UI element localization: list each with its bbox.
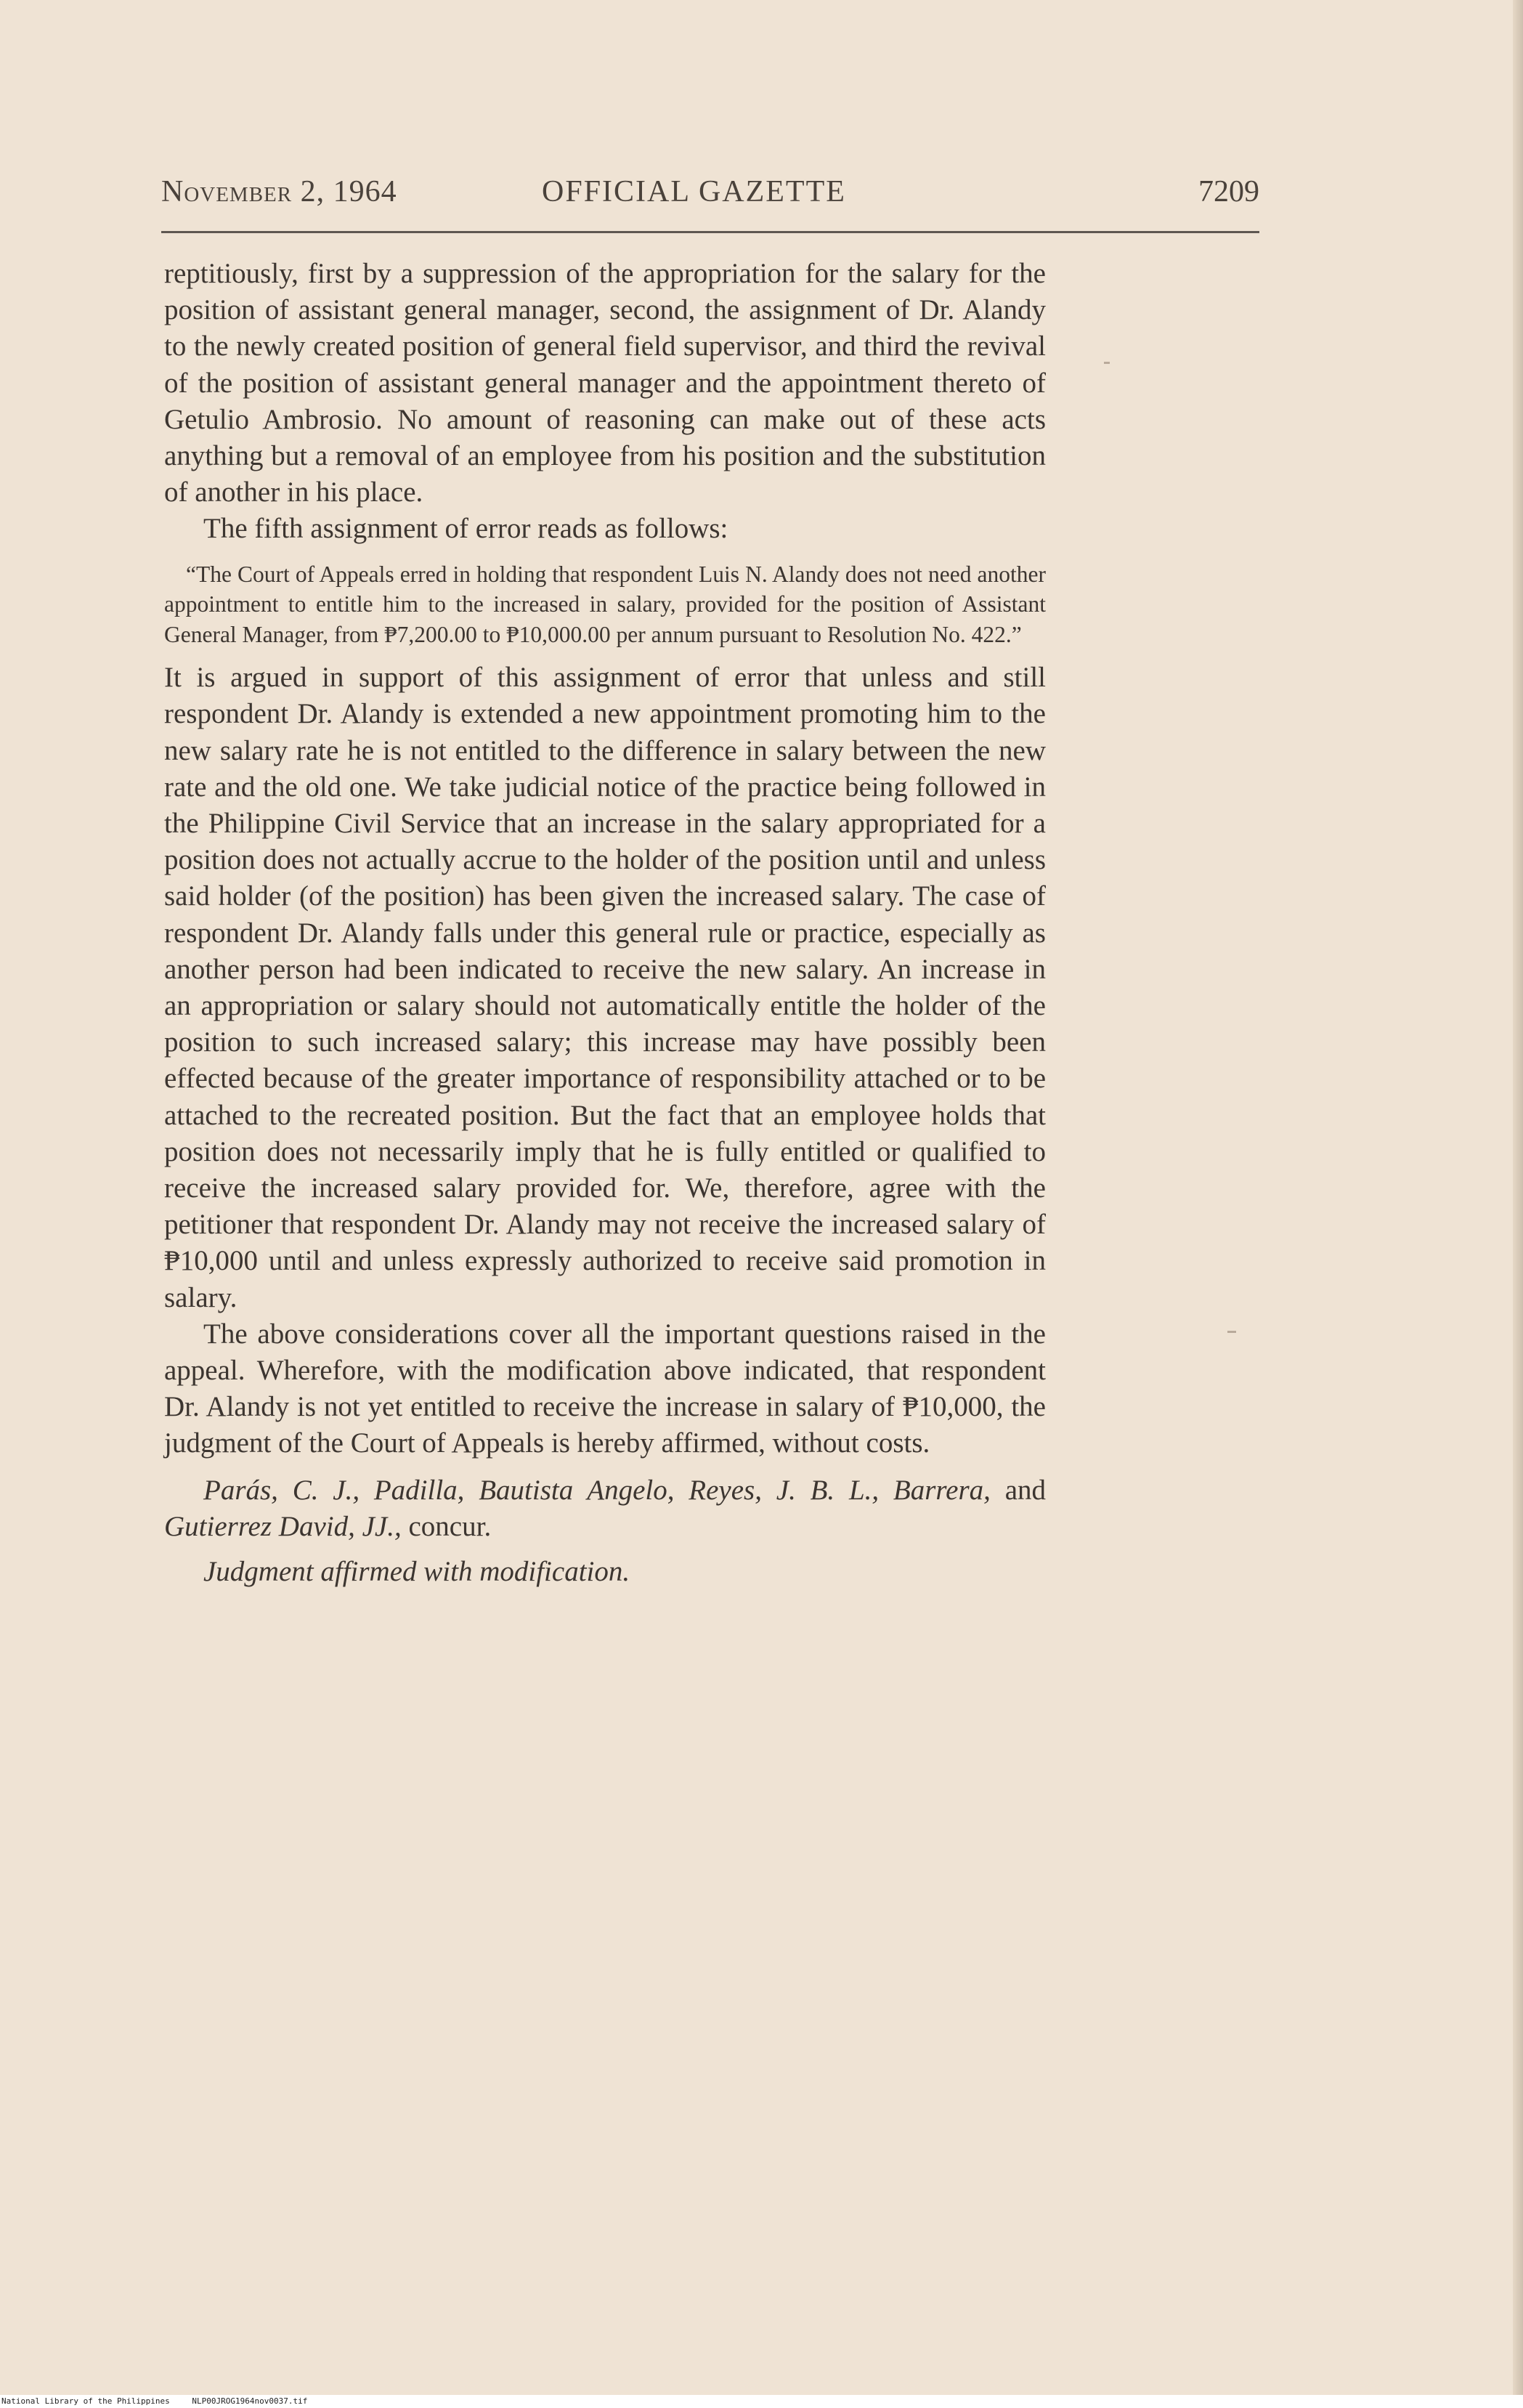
article-body [164,256,1046,1590]
concurring-justices-2: Gutierrez David, JJ., [164,1510,402,1542]
paper-speck [1104,362,1110,364]
concurrence-verb: concur. [408,1510,492,1542]
paragraph-conclusion: The above considerations cover all the important questions raised in the appeal. Wherefore, with the modification above indicated, that respondent Dr. Alandy is not yet entitled to receive the increase in salary of ₱10,000, the judgment of the Court of Appeals is hereby affirmed, without costs. [164,1318,1046,1459]
block-quote: “The Court of Appeals erred in holding that respondent Luis N. Alandy does not need another appointment to entitle him to the increased in salary, provided for the position of Assistant General Manager, from ₱7,200.00 to ₱10,000.00 per annum pursuant to Resolution No. 422.” [164,561,1046,647]
paragraph-fifth-assignment: The fifth assignment of error reads as follows: [203,513,728,545]
running-header [161,169,1259,212]
header-date: November 2, 1964 [161,175,397,208]
paragraph-continuation: reptitiously, first by a suppression of the appropriation for the salary for the position of assistant general manager, second, the assignment of Dr. Alandy to the newly created position of general field supervisor, and third the revival of the position of assistant general manager and the appointment thereto of Getulio Ambrosio. No amount of reasoning can make out of these acts anything but a removal of an employee from his position and the substitution of another in his place. [164,258,1046,508]
header-rule [161,231,1259,233]
concurrence-and: and [1004,1474,1047,1506]
paper-speck [1227,1331,1236,1333]
disposition: Judgment affirmed with modification. [203,1556,630,1587]
scan-footer [0,2395,1523,2408]
concurrence-line [164,1472,1046,1545]
footer-library: National Library of the Philippines [1,2396,170,2406]
paragraph-argument: It is argued in support of this assignment of error that unless and still respondent Dr. Alandy is extended a new appointment promoting him to the new salary rate he is not entitled to the difference in salary between the new rate and the old one. We take judicial notice of the practice being followed in the Philippine Civil Service that an increase in the salary appropriated for a position does not actually accrue to the holder of the position until and unless said holder (of the position) has been given the increased salary. The case of respondent Dr. Alandy falls under this general rule or practice, especially as another person had been indicated to receive the new salary. An increase in an appropriation or salary should not automatically entitle the holder of the position to such increased salary; this increase may have possibly been effected because of the greater importance of responsibility attached or to be attached to the recreated position. But the fact that an employee holds that position does not necessarily imply that he is fully entitled or qualified to receive the increased salary provided for. We, therefore, agree with the petitioner that respondent Dr. Alandy may not receive the increased salary of ₱10,000 until and unless expressly authorized to receive said promotion in salary. [164,662,1046,1313]
page-edge [1513,0,1523,2408]
concurring-justices-1: Parás, C. J., Padilla, Bautista Angelo, Reyes, J. B. L., Barrera, [203,1474,991,1506]
header-publication: OFFICIAL GAZETTE [542,175,846,208]
footer-file: NLP00JROG1964nov0037.tif [192,2396,308,2406]
page-number: 7209 [1198,175,1259,208]
